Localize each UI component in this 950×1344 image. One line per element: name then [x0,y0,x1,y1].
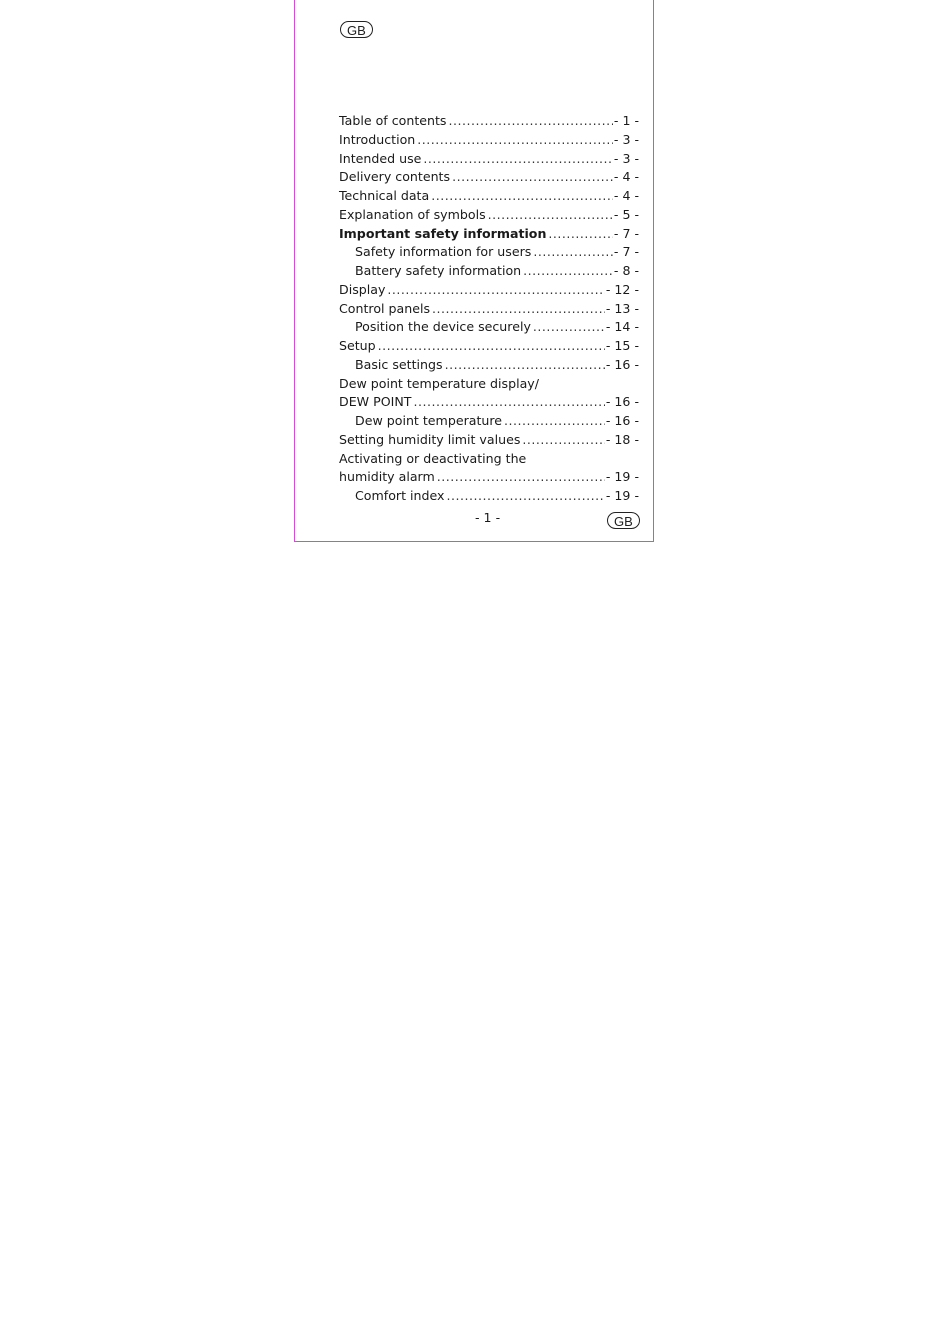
toc-entry-page: - 13 - [605,300,639,316]
toc-entry-page: - 18 - [605,431,639,447]
toc-entry-title: Intended use [339,150,422,166]
toc-dot-leader [446,487,604,506]
toc-dot-leader [378,337,605,356]
toc-entry-title: Important safety information [339,225,547,241]
toc-entry-title: Safety information for users [355,244,532,260]
toc-entry-title: humidity alarm [339,469,435,485]
toc-dot-leader [452,168,613,187]
toc-entry [339,168,639,187]
toc-dot-leader [432,300,605,319]
toc-entry-page: - 3 - [613,131,639,147]
toc-dot-leader [445,356,605,375]
toc-dot-leader [423,150,612,169]
toc-entry-title: Setup [339,338,376,353]
toc-entry-page: - 15 - [605,338,639,353]
toc-entry-page: - 16 - [605,413,639,428]
toc-entry [339,431,639,450]
toc-entry-title: Technical data [339,188,430,203]
toc-entry-title: Control panels [339,300,431,316]
toc-entry-title: Activating or deactivating the [339,450,527,466]
toc-entry-page: - 19 - [605,469,639,485]
toc-dot-leader [387,281,604,300]
toc-entry [339,450,639,469]
toc-dot-leader [488,206,613,225]
toc-entry [339,243,639,262]
toc-entry [339,131,639,150]
toc-entry-page: - 5 - [613,206,639,222]
toc-entry [339,337,639,356]
toc-entry [339,318,639,337]
toc-entry-title: Dew point temperature display/ [339,375,539,391]
toc-dot-leader [417,131,613,150]
toc-entry-title: Comfort index [355,488,445,503]
toc-entry-page: - 7 - [613,244,639,260]
toc-entry-title: Dew point temperature [355,413,503,428]
toc-entry [339,468,639,487]
toc-entry-title: Display [339,281,386,297]
toc-entry-page: - 3 - [613,150,639,166]
language-badge: GB [340,21,373,38]
toc-entry-page: - 12 - [605,281,639,297]
toc-entry-title: DEW POINT [339,394,412,410]
toc-entry [339,412,639,431]
toc-dot-leader [522,431,604,450]
toc-entry [339,281,639,300]
toc-entry [339,375,639,394]
toc-entry-title: Introduction [339,131,416,147]
toc-dot-leader [413,393,604,412]
toc-entry [339,356,639,375]
toc-entry-page: - 1 - [613,113,639,128]
toc-entry-title: Position the device securely [355,319,531,335]
toc-entry-page: - 16 - [605,356,639,372]
toc-entry-title: Basic settings [355,356,443,372]
toc-dot-leader [437,468,605,487]
toc-entry-title: Explanation of symbols [339,206,486,222]
toc-entry-page: - 19 - [605,488,639,503]
toc-entry-page: - 14 - [605,319,639,335]
toc-entry-title: Battery safety information [355,263,522,278]
toc-dot-leader [504,412,605,431]
toc-dot-leader [431,187,613,206]
toc-entry [339,150,639,169]
page-number: - 1 - [475,510,501,525]
toc-entry [339,487,639,506]
toc-entry-page: - 16 - [605,394,639,410]
manual-page [294,0,654,542]
toc-dot-leader [523,262,613,281]
toc-entry [339,225,639,244]
toc-dot-leader [449,112,613,131]
toc-entry-page: - 8 - [613,263,639,278]
toc-dot-leader [548,225,612,244]
toc-entry [339,206,639,225]
toc-entry-title: Table of contents [339,113,447,128]
toc-entry-page: - 4 - [613,169,639,185]
toc-entry [339,262,639,281]
toc-entry [339,112,639,131]
toc-entry-title: Setting humidity limit values [339,431,521,447]
toc-entry [339,300,639,319]
toc-entry-page: - 4 - [613,188,639,203]
toc-entry [339,393,639,412]
footer-language-badge: GB [607,512,640,529]
toc-entry-title: Delivery contents [339,169,451,185]
toc-dot-leader [533,318,605,337]
toc-entry [339,187,639,206]
toc-entry-page: - 7 - [613,225,639,241]
table-of-contents [339,112,639,506]
toc-dot-leader [533,243,613,262]
